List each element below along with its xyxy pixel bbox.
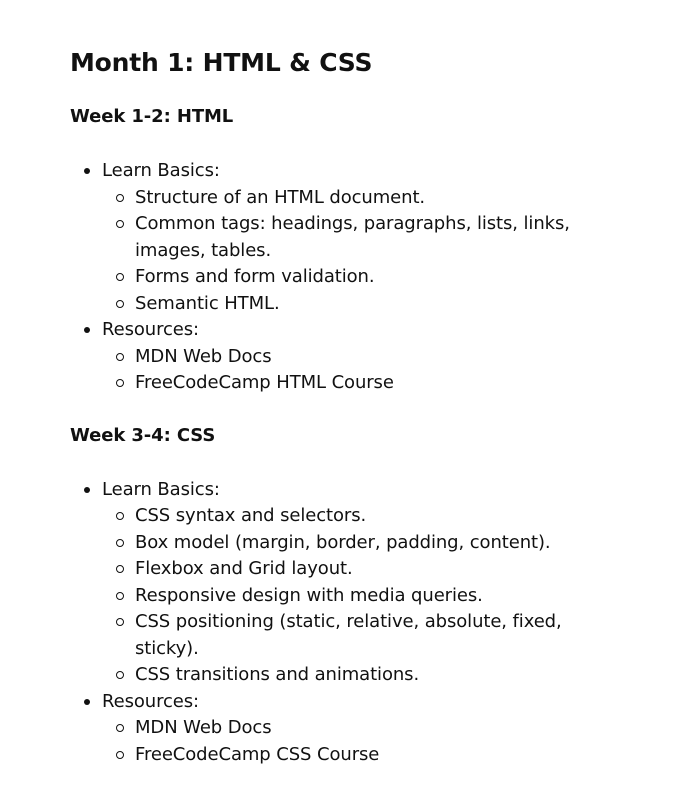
list-item-learn-basics	[70, 158, 642, 317]
section-heading-css: Week 3-4: CSS	[70, 424, 216, 446]
resources-label: Resources:	[102, 690, 199, 712]
list-item: FreeCodeCamp HTML Course	[102, 370, 605, 397]
list-item: Common tags: headings, paragraphs, lists, links, images, tables.	[102, 211, 605, 264]
list-item-resources	[70, 689, 642, 769]
list-item: Flexbox and Grid layout.	[102, 556, 605, 583]
list-item: CSS positioning (static, relative, absolute, fixed, sticky).	[102, 609, 605, 662]
list-item: Forms and form validation.	[102, 264, 605, 291]
learn-basics-label: Learn Basics:	[102, 160, 220, 181]
page-title: Month 1: HTML & CSS	[70, 48, 373, 77]
list-item: MDN Web Docs	[102, 344, 605, 371]
list-item: Box model (margin, border, padding, content).	[102, 530, 605, 557]
list-item: MDN Web Docs	[102, 715, 605, 742]
list-item: Structure of an HTML document.	[102, 185, 605, 212]
css-learn-sublist	[102, 503, 642, 689]
list-item: FreeCodeCamp CSS Course	[102, 742, 605, 769]
list-item: Responsive design with media queries.	[102, 583, 605, 610]
list-item-resources	[70, 317, 642, 397]
list-item: Semantic HTML.	[102, 291, 605, 318]
css-topic-list	[70, 477, 642, 769]
list-item: CSS transitions and animations.	[102, 662, 605, 689]
list-item: CSS syntax and selectors.	[102, 503, 605, 530]
html-resources-sublist	[102, 344, 642, 397]
css-resources-sublist	[102, 715, 642, 768]
section-heading-html: Week 1-2: HTML	[70, 106, 234, 127]
html-learn-sublist	[102, 185, 642, 318]
learn-basics-label: Learn Basics:	[102, 478, 220, 500]
resources-label: Resources:	[102, 319, 199, 340]
list-item-learn-basics	[70, 477, 642, 689]
html-topic-list	[70, 158, 642, 397]
